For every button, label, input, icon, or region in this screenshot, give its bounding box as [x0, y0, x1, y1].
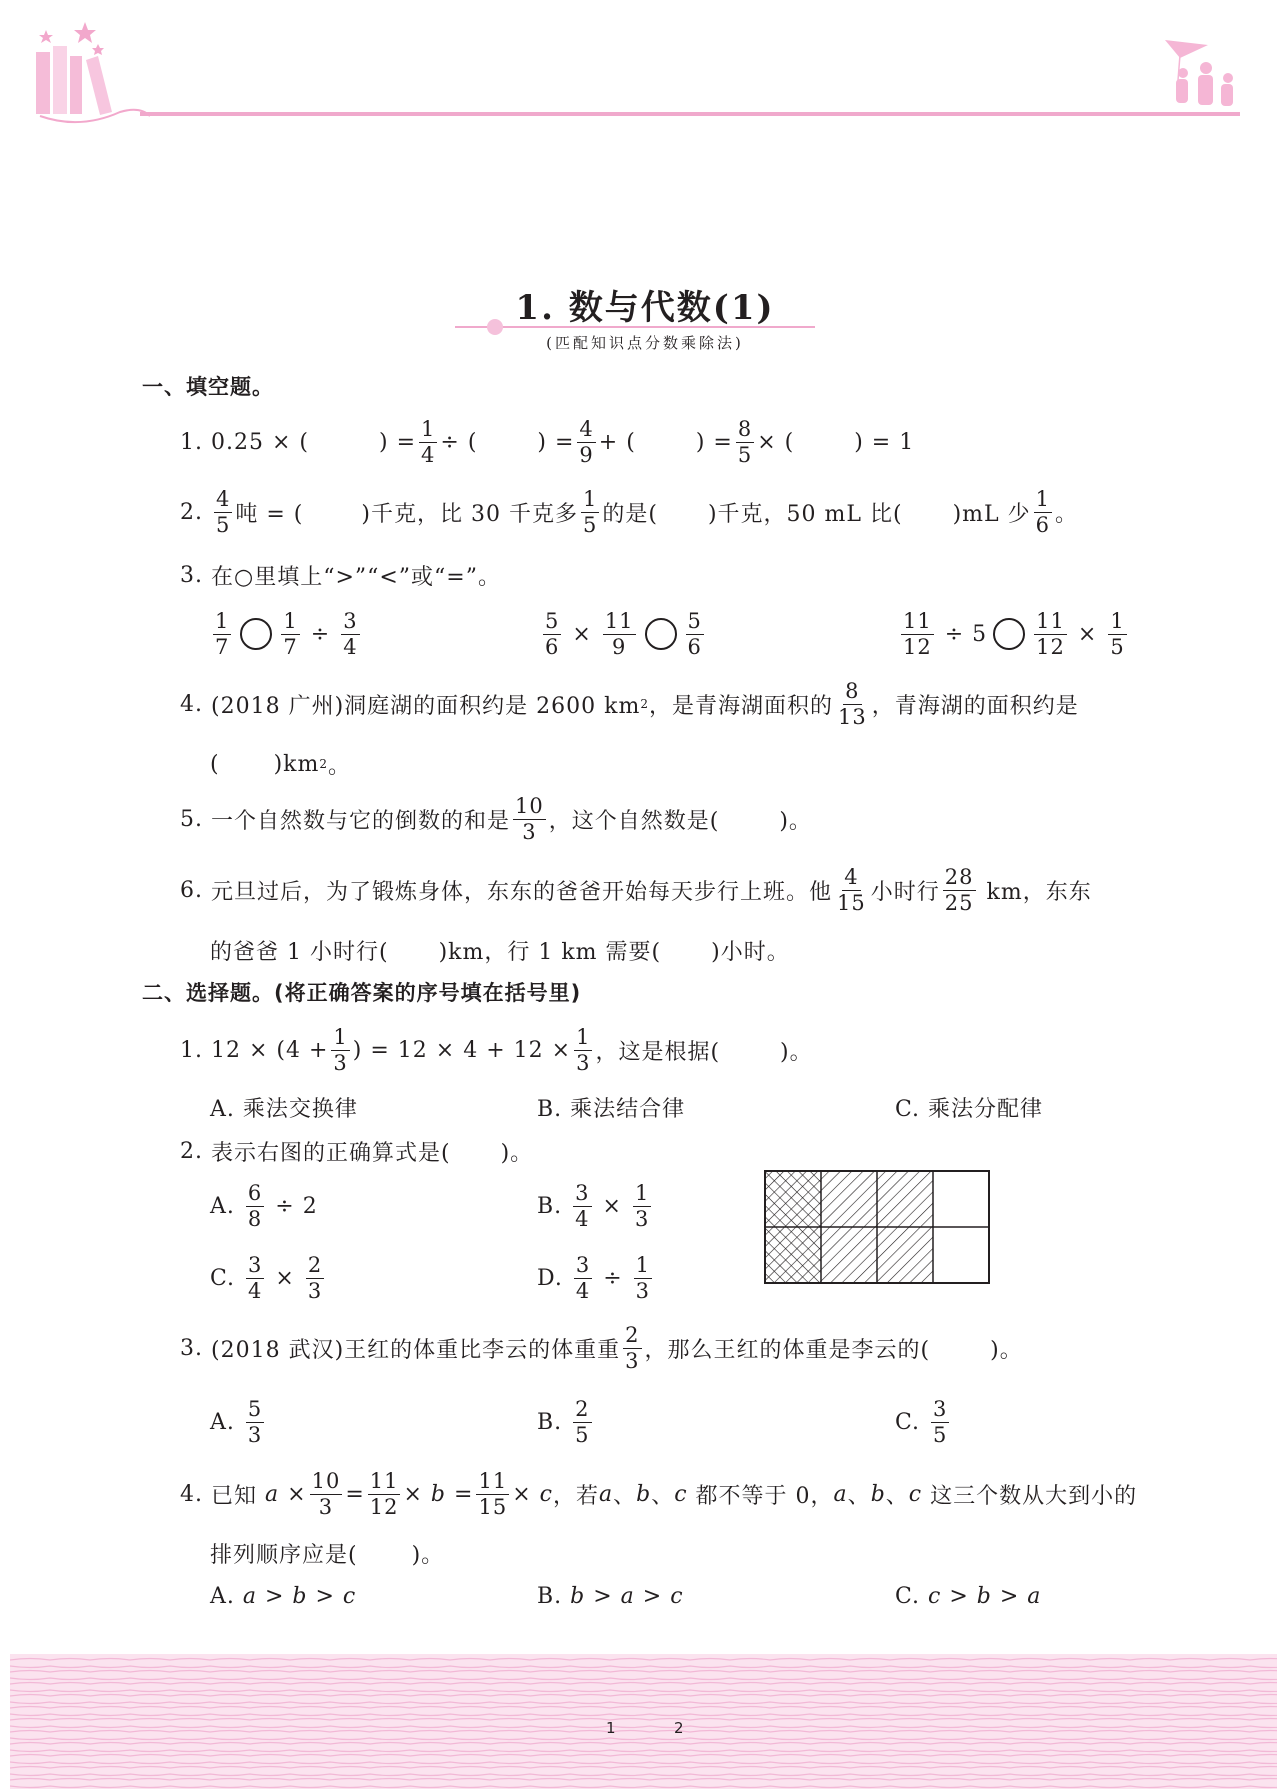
text: + (	[598, 429, 636, 455]
fraction: $\frac{1}{7}$	[283, 608, 298, 659]
question-2-4: 4. 已知 a × $\frac{10}{3}$ = $\frac{11}{12}$ × b = $\frac{11}{15}$ × c ，若 a 、 b 、 c 都不等于 0， a 、 b 、 c 这三个数从大到小的	[180, 1468, 1138, 1519]
text: )。	[990, 1337, 1023, 1363]
fraction: $\frac{11}{12}$	[1036, 608, 1065, 659]
text: )mL 少	[952, 501, 1031, 527]
operator: ×	[572, 621, 592, 647]
option-c[interactable]: C. c > b > a	[895, 1583, 1042, 1609]
text: )小时。	[711, 939, 790, 965]
option-c[interactable]: C. $\frac{3}{5}$	[895, 1396, 948, 1447]
text: 表示右图的正确算式是(	[211, 1140, 451, 1166]
text: (2018 广州)洞庭湖的面积约是 2600 km	[211, 693, 641, 719]
fraction: $\frac{5}{3}$	[247, 1396, 263, 1447]
text: ) = 12 × 4 + 12 ×	[352, 1037, 572, 1063]
fraction: $\frac{3}{4}$	[343, 608, 358, 659]
footer-decoration	[10, 1654, 1277, 1789]
section-heading: 二、选择题。(将正确答案的序号填在括号里)	[142, 981, 582, 1005]
fraction: $\frac{4}{5}$	[216, 486, 231, 537]
fraction: $\frac{10}{3}$	[515, 793, 544, 844]
text: 小时行	[870, 879, 940, 905]
fraction: $\frac{11}{12}$	[903, 608, 932, 659]
option-b[interactable]: B. $\frac{2}{5}$	[537, 1396, 590, 1447]
option-a[interactable]: A. a > b > c	[210, 1583, 357, 1609]
option-c[interactable]: C. 乘法分配律	[895, 1096, 1044, 1122]
operator: ÷ 5	[944, 621, 988, 647]
option-a[interactable]: A. 乘法交换律	[210, 1096, 358, 1122]
fraction: $\frac{1}{6}$	[1035, 486, 1050, 537]
superscript: 2	[640, 697, 649, 711]
option-a[interactable]: A. $\frac{6}{8}$ ÷ 2	[210, 1180, 318, 1231]
question-2-4-line2	[210, 1531, 444, 1575]
fraction: $\frac{6}{8}$	[247, 1180, 263, 1231]
books-icon	[36, 46, 112, 115]
question-number: 6.	[180, 877, 203, 903]
compare-c	[898, 608, 1130, 659]
text: 。	[1055, 501, 1079, 527]
fraction: $\frac{5}{6}$	[545, 608, 560, 659]
page-number-left: 1	[606, 1719, 616, 1737]
text: (2018 武汉)王红的体重比李云的体重重	[211, 1337, 621, 1363]
question-2-1	[180, 1024, 813, 1075]
fraction: $\frac{3}{5}$	[933, 1396, 948, 1447]
text: 一个自然数与它的倒数的和是	[211, 808, 511, 834]
text: 排列顺序应是(	[210, 1542, 358, 1568]
fraction: $\frac{2}{3}$	[625, 1322, 640, 1373]
text: ，青海湖的面积约是	[871, 693, 1079, 719]
header-decoration	[0, 0, 1287, 140]
question-1-5	[180, 793, 812, 844]
question-number: 4.	[180, 1481, 203, 1507]
fraction: $\frac{2}{3}$	[307, 1252, 323, 1303]
text: ) =	[379, 429, 417, 455]
question-1-2	[180, 486, 1079, 537]
text: )。	[780, 1039, 813, 1065]
question-number: 3.	[180, 1335, 203, 1361]
operator: ÷	[310, 621, 331, 647]
operator: ×	[1077, 621, 1098, 647]
fraction: $\frac{2}{5}$	[575, 1396, 590, 1447]
question-1-6	[180, 864, 1092, 915]
text: )。	[500, 1140, 534, 1166]
fraction: $\frac{3}{4}$	[248, 1252, 263, 1303]
fraction: $\frac{11}{15}$	[478, 1468, 508, 1519]
option-b[interactable]: B. b > a > c	[537, 1583, 684, 1609]
option-a[interactable]: A. $\frac{5}{3}$	[210, 1396, 263, 1447]
fraction: $\frac{3}{4}$	[575, 1252, 591, 1303]
option-b[interactable]: B. $\frac{3}{4}$ × $\frac{1}{3}$	[537, 1180, 650, 1231]
text: 元旦过后，为了锻炼身体，东东的爸爸开始每天步行上班。他	[211, 879, 833, 905]
question-1-6-line2	[210, 928, 790, 972]
star-icon	[39, 22, 104, 55]
question-number: 2.	[180, 499, 203, 525]
compare-b	[540, 608, 707, 659]
answer-circle[interactable]	[645, 618, 677, 650]
option-c[interactable]: C. $\frac{3}{4}$ × $\frac{2}{3}$	[210, 1252, 323, 1303]
text: ) =	[695, 429, 733, 455]
text: 的是(	[602, 501, 658, 527]
compare-a	[210, 608, 363, 659]
text: )km	[273, 751, 320, 777]
page-title: 1. 数与代数(1)	[515, 288, 775, 328]
fraction: $\frac{8}{5}$	[737, 416, 753, 467]
children-kite-icon	[1165, 40, 1233, 106]
text: ) = 1	[854, 429, 915, 455]
fraction: $\frac{1}{5}$	[1110, 608, 1125, 659]
fraction: $\frac{4}{9}$	[579, 416, 594, 467]
footer-background	[10, 1654, 1277, 1789]
question-2-2	[180, 1129, 533, 1173]
text: 在○里填上“>”“<”或“=”。	[211, 564, 501, 590]
text: 。	[328, 753, 352, 779]
text: ，这个自然数是(	[548, 808, 720, 834]
fraction: $\frac{8}{13}$	[837, 678, 867, 729]
fraction: $\frac{1}{7}$	[215, 608, 230, 659]
text: )km，行 1 km 需要(	[438, 939, 662, 965]
fraction: $\frac{1}{5}$	[582, 486, 598, 537]
text: )千克，50 mL 比(	[707, 501, 903, 527]
question-1-1	[180, 416, 915, 467]
question-number: 4.	[180, 691, 203, 717]
section-heading: 一、填空题。	[142, 375, 274, 399]
text: × (	[757, 429, 795, 455]
question-number: 3.	[180, 562, 203, 588]
text: 已知	[211, 1483, 258, 1509]
text: ，这是根据(	[595, 1039, 721, 1065]
text: ，那么王红的体重是李云的(	[644, 1337, 931, 1363]
text: )。	[411, 1542, 445, 1568]
fraction: $\frac{1}{4}$	[421, 416, 436, 467]
question-number: 1.	[180, 429, 203, 455]
text: ，是青海湖面积的	[648, 693, 833, 719]
question-number: 2.	[180, 1138, 203, 1164]
text: )千克，比 30 千克多	[361, 501, 578, 527]
text: 的爸爸 1 小时行(	[210, 939, 389, 965]
fraction: $\frac{1}{3}$	[635, 1252, 651, 1303]
text: 12 × (4 +	[211, 1037, 329, 1063]
option-b[interactable]: B. 乘法结合律	[537, 1096, 686, 1122]
fraction: $\frac{11}{12}$	[369, 1468, 399, 1519]
fraction: $\frac{1}{3}$	[333, 1024, 348, 1075]
page-number-right: 2	[674, 1719, 684, 1737]
answer-circle[interactable]	[993, 618, 1025, 650]
text: ) =	[537, 429, 575, 455]
answer-circle[interactable]	[240, 618, 272, 650]
text: 吨 = (	[235, 501, 304, 527]
text: (	[210, 751, 220, 777]
shaded-grid-figure	[763, 1169, 991, 1285]
question-number: 5.	[180, 806, 203, 832]
fraction: $\frac{3}{4}$	[575, 1180, 590, 1231]
question-2-3	[180, 1322, 1023, 1373]
question-1-4	[180, 678, 1079, 729]
fraction: $\frac{4}{15}$	[837, 864, 866, 915]
text: )。	[779, 808, 812, 834]
text: 0.25 × (	[211, 429, 309, 455]
fraction: $\frac{5}{6}$	[687, 608, 702, 659]
superscript: 2	[319, 757, 329, 771]
fraction: $\frac{11}{9}$	[604, 608, 634, 659]
question-1-3	[180, 553, 501, 597]
text: ÷ (	[440, 429, 478, 455]
fraction: $\frac{1}{3}$	[634, 1180, 650, 1231]
variable: a	[265, 1481, 280, 1507]
text: km，东东	[986, 879, 1092, 905]
page-subtitle: (匹配知识点分数乘除法)	[546, 334, 744, 352]
fraction: $\frac{28}{25}$	[944, 864, 974, 915]
question-1-4-line2	[210, 742, 351, 786]
question-number: 1.	[180, 1037, 203, 1063]
fraction: $\frac{10}{3}$	[311, 1468, 341, 1519]
fraction: $\frac{1}{3}$	[576, 1024, 591, 1075]
option-d[interactable]: D. $\frac{3}{4}$ ÷ $\frac{1}{3}$	[537, 1252, 651, 1303]
